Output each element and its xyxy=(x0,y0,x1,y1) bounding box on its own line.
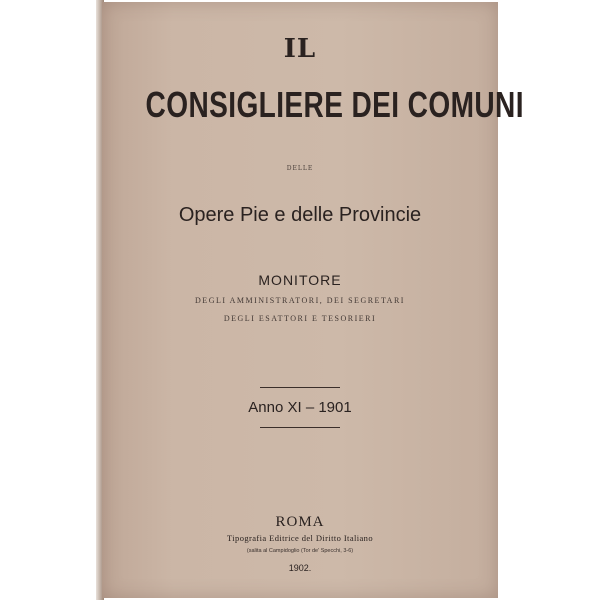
imprint-year: 1902. xyxy=(288,563,312,573)
divider-bottom xyxy=(260,427,340,428)
title-article: IL xyxy=(283,34,317,64)
imprint-city: ROMA xyxy=(275,514,325,530)
title-connector: DELLE xyxy=(286,165,314,172)
imprint-address: (salita al Campidoglio (Tor de' Specchi, 3-6) xyxy=(246,548,354,554)
imprint-publisher: Tipografia Editrice del Diritto Italiano xyxy=(227,533,373,543)
journal-subtitle: Opere Pie e delle Provincie xyxy=(178,204,422,226)
volume-year: Anno XI – 1901 xyxy=(248,399,352,416)
journal-title: CONSIGLIERE DEI COMUNI xyxy=(145,84,524,125)
divider-top xyxy=(260,387,340,388)
monitore-line-2: DEGLI ESATTORI E TESORIERI xyxy=(223,314,377,323)
monitore-line-1: DEGLI AMMINISTRATORI, DEI SEGRETARI xyxy=(195,296,405,305)
monitore-heading: MONITORE xyxy=(258,272,342,288)
title-page xyxy=(102,2,524,598)
